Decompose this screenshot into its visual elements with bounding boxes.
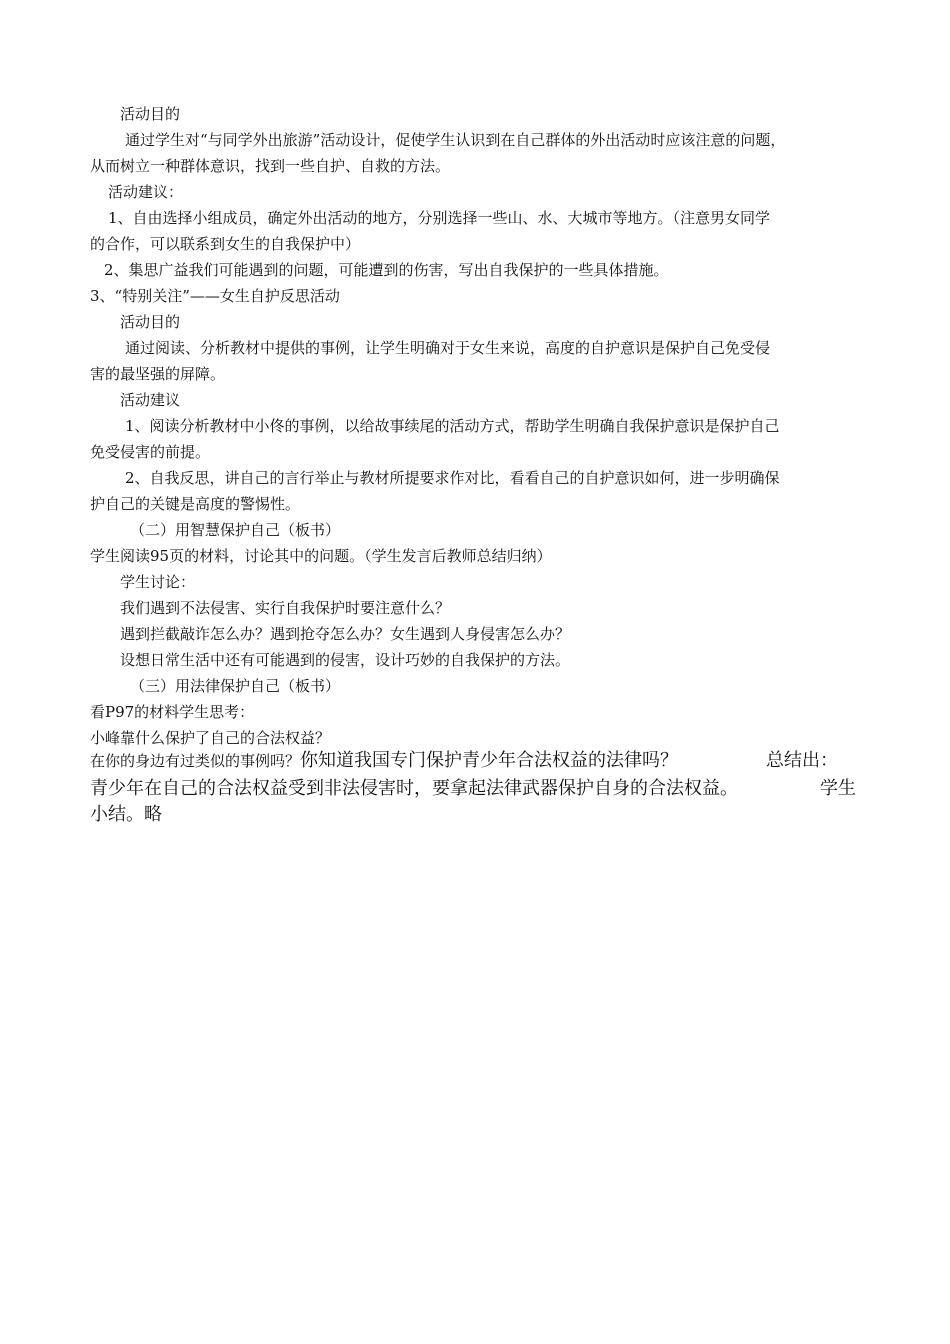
discussion-question: 我们遇到不法侵害、实行自我保护时要注意什么？ [120,599,451,617]
paragraph-line: 小峰靠什么保护了自己的合法权益？ [90,729,331,747]
list-item: 2、自我反思，讲自己的言行举止与教材所提要求作对比，看看自己的自护意识如何，进一步明确保 [125,469,780,487]
summary-label: 总结出： [766,750,838,771]
heading-activity-purpose-2: 活动目的 [120,313,181,331]
paragraph-line: 通过学生对“与同学外出旅游”活动设计，促使学生认识到在自己群体的外出活动时应该注意的问题， [125,131,786,149]
paragraph-line: 护自己的关键是高度的警惕性。 [90,495,301,513]
paragraph-line: 的合作，可以联系到女生的自我保护中） [90,235,361,253]
paragraph-line: 免受侵害的前提。 [90,443,211,461]
mixed-size-line [90,750,870,776]
paragraph-line: 看P97的材料学生思考： [90,703,255,721]
paragraph-line: 从而树立一种群体意识，找到一些自护、自救的方法。 [90,157,451,175]
heading-activity-purpose-1: 活动目的 [120,105,181,123]
section-heading: 3、“特别关注”——女生自护反思活动 [90,287,340,305]
student-label: 学生 [820,778,856,799]
question-big: 你知道我国专门保护青少年合法权益的法律吗？ [300,750,679,771]
heading-activity-suggestion-1: 活动建议： [108,183,184,201]
question-small: 在你的身边有过类似的事例吗？ [90,752,301,770]
summary-text: 青少年在自己的合法权益受到非法侵害时，要拿起法律武器保护自身的合法权益。 [90,778,738,799]
summary-line [90,776,870,802]
heading-activity-suggestion-2: 活动建议 [120,391,181,409]
paragraph-line: 学生阅读95页的材料，讨论其中的问题。（学生发言后教师总结归纳） [90,547,552,565]
board-heading: （三）用法律保护自己（板书） [130,677,341,695]
list-item: 1、自由选择小组成员，确定外出活动的地方，分别选择一些山、水、大城市等地方。（注意男女同学 [108,209,771,227]
paragraph-line: 通过阅读、分析教材中提供的事例，让学生明确对于女生来说，高度的自护意识是保护自己免受侵 [125,339,771,357]
discussion-question: 设想日常生活中还有可能遇到的侵害，设计巧妙的自我保护的方法。 [120,651,571,669]
board-heading: （二）用智慧保护自己（板书） [130,521,341,539]
summary-tail: 小结。略 [90,804,162,825]
list-item: 2、集思广益我们可能遇到的问题，可能遭到的伤害，写出自我保护的一些具体措施。 [104,261,669,279]
paragraph-line: 害的最坚强的屏障。 [90,365,226,383]
discussion-heading: 学生讨论： [120,573,196,591]
discussion-question: 遇到拦截敲诈怎么办？遇到抢夺怎么办？女生遇到人身侵害怎么办？ [120,625,571,643]
list-item: 1、阅读分析教材中小佟的事例，以给故事续尾的活动方式，帮助学生明确自我保护意识是保护自己 [125,417,780,435]
